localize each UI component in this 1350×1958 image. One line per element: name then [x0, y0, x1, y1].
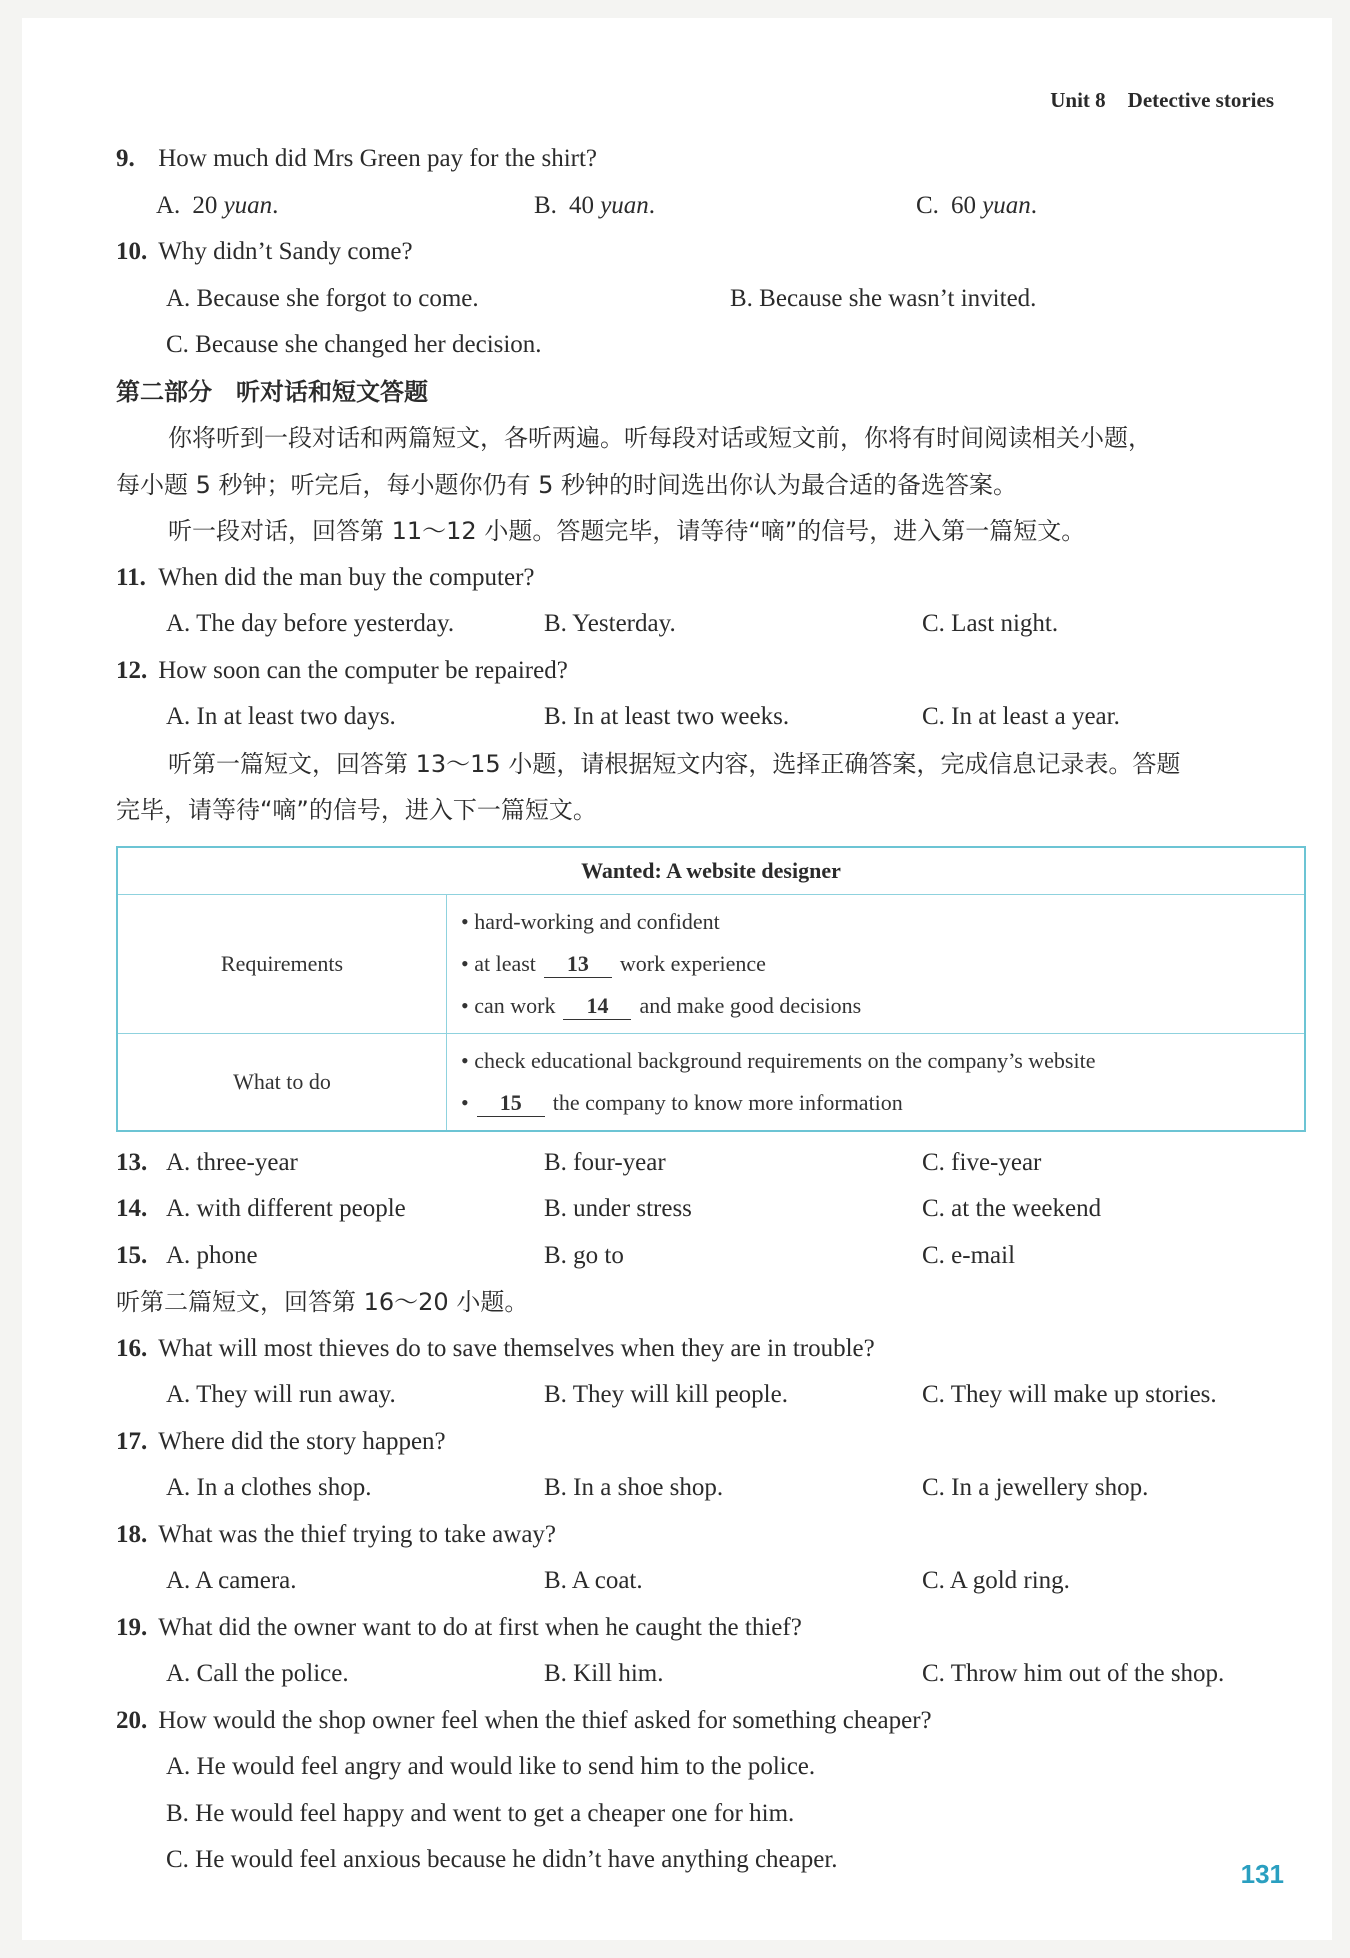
question-14: 14. A. with different people B. under stress C. at the weekend: [116, 1186, 1306, 1233]
option-a: A. with different people: [166, 1195, 406, 1222]
dialog-instructions: 听一段对话，回答第 11～12 小题。答题完毕，请等待“嘀”的信号，进入第一篇短文。: [168, 517, 1086, 545]
option-a: A. A camera.: [166, 1567, 297, 1594]
question-12: 12. How soon can the computer be repaired?: [116, 656, 568, 684]
passage2-instructions: 听第二篇短文，回答第 16～20 小题。: [116, 1288, 529, 1316]
passage1-instructions-1: 听第一篇短文，回答第 13～15 小题，请根据短文内容，选择正确答案，完成信息记录表。答题: [168, 749, 1181, 778]
option-c: C. In a jewellery shop.: [922, 1474, 1149, 1501]
question-11: 11. When did the man buy the computer?: [116, 563, 535, 591]
option-c: C. Throw him out of the shop.: [922, 1660, 1225, 1687]
option-c: C. e-mail: [922, 1241, 1016, 1269]
option-c: C. Last night.: [922, 610, 1059, 637]
option-b: B. Because she wasn’t invited.: [730, 284, 1037, 312]
option-b: B. under stress: [544, 1195, 692, 1222]
option-a: A. In at least two days.: [166, 703, 396, 730]
todo-1: • check educational background requirements on the company’s website: [461, 1047, 1096, 1073]
option-a: A. Because she forgot to come.: [166, 284, 479, 312]
question-text: How much did Mrs Green pay for the shirt?: [158, 145, 598, 172]
option-a: A. In a clothes shop.: [166, 1474, 372, 1501]
passage1-instructions-2: 完毕，请等待“嘀”的信号，进入下一篇短文。: [116, 796, 597, 824]
options-10-c: [116, 322, 1306, 369]
option-b: B. In a shoe shop.: [544, 1474, 724, 1501]
table-title: Wanted: A website designer: [117, 847, 1305, 895]
options-16: [116, 1372, 1306, 1419]
question-19: 19. What did the owner want to do at first when he caught the thief?: [116, 1613, 802, 1641]
instructions-line-2: 每小题 5 秒钟；听完后，每小题你仍有 5 秒钟的时间选出你认为最合适的备选答案。: [116, 470, 1018, 499]
question-13: 13. A. three-year B. four-year C. five-year: [116, 1140, 1306, 1187]
what-to-do-content: [447, 1033, 1306, 1131]
blank-13[interactable]: 13: [544, 951, 612, 978]
unit-label: Unit 8: [1050, 88, 1106, 112]
option-c: C. A gold ring.: [922, 1567, 1070, 1594]
requirement-2: • at least 13 work experience: [461, 950, 766, 976]
question-10: 10. Why didn’t Sandy come?: [116, 238, 413, 265]
options-12: [116, 694, 1306, 741]
options-10: [116, 276, 1306, 323]
option-c: C. Because she changed her decision.: [166, 331, 542, 358]
option-a: A. phone: [166, 1241, 258, 1269]
question-20: 20. How would the shop owner feel when the thief asked for something cheaper?: [116, 1706, 932, 1734]
option-b: B. Kill him.: [544, 1660, 664, 1687]
option-b: B. Yesterday.: [544, 610, 676, 637]
question-9: [116, 136, 1306, 183]
option-c: C. 60 yuan.: [916, 191, 1038, 219]
instructions-line-1: 你将听到一段对话和两篇短文，各听两遍。听每段对话或短文前，你将有时间阅读相关小题，: [168, 424, 1152, 452]
requirements-content: [447, 894, 1306, 1033]
option-a: A. three-year: [166, 1148, 298, 1176]
option-b: B. They will kill people.: [544, 1381, 788, 1408]
blank-14[interactable]: 14: [563, 993, 631, 1020]
options-11: [116, 601, 1306, 648]
content: [116, 136, 1306, 1884]
option-c: C. five-year: [922, 1148, 1042, 1176]
page: [22, 18, 1332, 1940]
option-a: A. They will run away.: [166, 1381, 396, 1408]
option-a: A. Call the police.: [166, 1660, 349, 1687]
options-17: [116, 1465, 1306, 1512]
blank-15[interactable]: 15: [477, 1090, 545, 1117]
running-header: [1050, 88, 1274, 113]
option-c: C. In at least a year.: [922, 703, 1120, 730]
options-19: [116, 1651, 1306, 1698]
question-number: 9.: [116, 145, 135, 172]
option-20-c: C. He would feel anxious because he didn’t have anything cheaper.: [166, 1846, 838, 1873]
option-c: C. at the weekend: [922, 1195, 1102, 1222]
question-18: 18. What was the thief trying to take away?: [116, 1520, 557, 1548]
requirement-1: • hard-working and confident: [461, 908, 720, 934]
option-b: B. 40 yuan.: [534, 191, 656, 219]
page-number: 131: [1240, 1859, 1284, 1889]
todo-2: • 15 the company to know more information: [461, 1089, 903, 1115]
requirement-3: • can work 14 and make good decisions: [461, 992, 862, 1018]
options-9: [116, 183, 1306, 230]
option-c: C. They will make up stories.: [922, 1381, 1217, 1408]
option-b: B. four-year: [544, 1148, 666, 1176]
option-a: A. 20 yuan.: [156, 191, 279, 219]
requirements-label: Requirements: [117, 894, 447, 1033]
question-16: 16. What will most thieves do to save themselves when they are in trouble?: [116, 1334, 875, 1362]
option-b: B. go to: [544, 1241, 624, 1269]
unit-title: Detective stories: [1127, 88, 1274, 112]
option-a: A. The day before yesterday.: [166, 610, 455, 637]
option-20-b: B. He would feel happy and went to get a cheaper one for him.: [166, 1799, 795, 1827]
section-heading: 第二部分 听对话和短文答题: [116, 377, 428, 406]
question-17: 17. Where did the story happen?: [116, 1427, 446, 1455]
option-20-a: A. He would feel angry and would like to send him to the police.: [166, 1753, 816, 1780]
options-18: [116, 1558, 1306, 1605]
option-b: B. In at least two weeks.: [544, 703, 790, 730]
info-table: [116, 846, 1306, 1132]
what-to-do-label: What to do: [117, 1033, 447, 1131]
question-15: 15. A. phone B. go to C. e-mail: [116, 1233, 1306, 1280]
option-b: B. A coat.: [544, 1567, 643, 1594]
